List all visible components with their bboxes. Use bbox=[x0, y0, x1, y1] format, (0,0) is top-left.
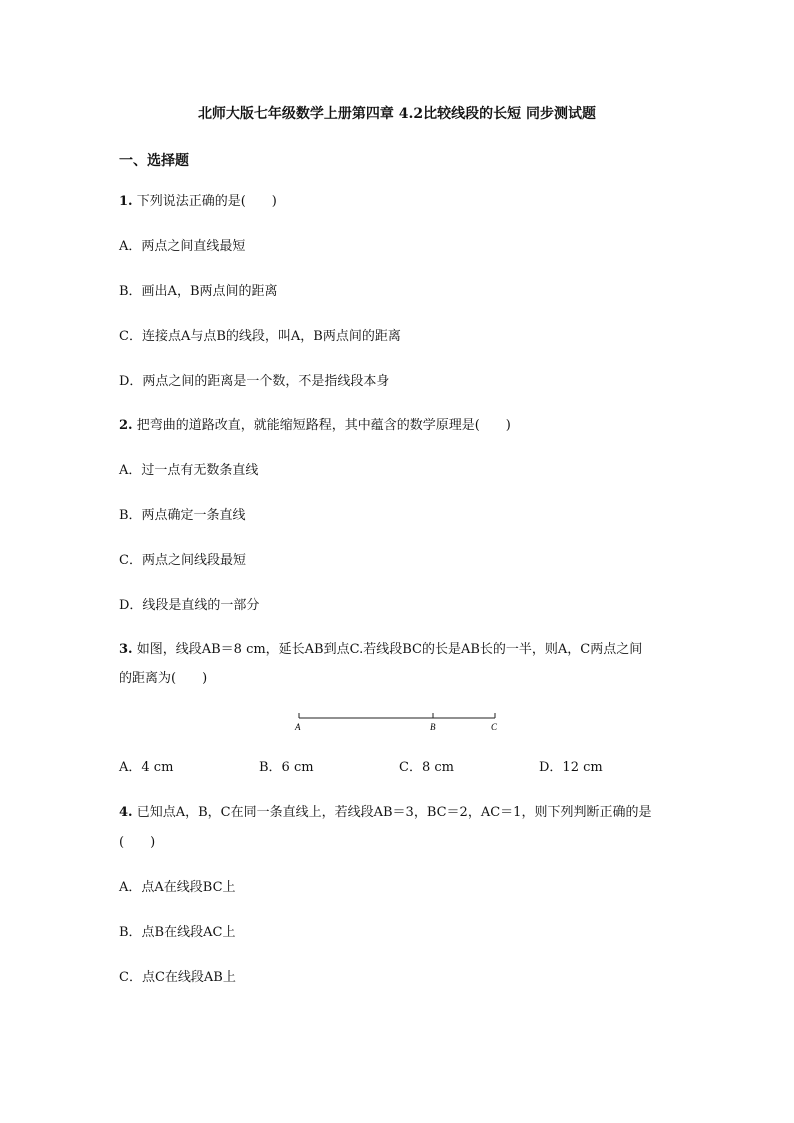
q2-option-a: A．过一点有无数条直线 bbox=[119, 463, 259, 478]
q3-option-a: A．4 cm bbox=[119, 760, 174, 775]
question-number: 1. bbox=[119, 194, 133, 209]
question-text: 如图，线段AB＝8 cm，延长AB到点C.若线段BC的长是AB长的一半，则A，C两点之间 bbox=[136, 642, 643, 657]
question-4-stem-continued: ( ) bbox=[119, 835, 156, 850]
question-number: 3. bbox=[119, 642, 133, 657]
line-segment-figure bbox=[290, 710, 510, 736]
q3-option-d: D．12 cm bbox=[539, 760, 603, 775]
section-heading: 一、选择题 bbox=[119, 153, 189, 169]
question-number: 4. bbox=[119, 805, 133, 820]
question-3-stem-continued: 的距离为( ) bbox=[119, 671, 208, 686]
q1-option-b: B．画出A，B两点间的距离 bbox=[119, 284, 278, 299]
document-title: 北师大版七年级数学上册第四章 4.2比较线段的长短 同步测试题 bbox=[197, 106, 597, 122]
label-a: A bbox=[295, 722, 301, 732]
question-4-stem bbox=[119, 805, 651, 821]
question-text: 下列说法正确的是( ) bbox=[136, 194, 277, 209]
label-c: C bbox=[491, 722, 498, 732]
question-text: 已知点A，B，C在同一条直线上，若线段AB＝3，BC＝2，AC＝1，则下列判断正确的是 bbox=[136, 805, 652, 820]
question-text: 把弯曲的道路改直，就能缩短路程，其中蕴含的数学原理是( ) bbox=[136, 418, 511, 433]
q1-option-d: D．两点之间的距离是一个数，不是指线段本身 bbox=[119, 374, 390, 389]
q4-option-b: B．点B在线段AC上 bbox=[119, 925, 236, 940]
question-1-stem bbox=[119, 194, 277, 210]
q1-option-c: C．连接点A与点B的线段，叫A，B两点间的距离 bbox=[119, 329, 401, 344]
question-2-stem bbox=[119, 418, 511, 434]
q4-option-a: A．点A在线段BC上 bbox=[119, 880, 236, 895]
q2-option-c: C．两点之间线段最短 bbox=[119, 553, 246, 568]
q4-option-c: C．点C在线段AB上 bbox=[119, 970, 236, 985]
q1-option-a: A．两点之间直线最短 bbox=[119, 239, 246, 254]
q2-option-b: B．两点确定一条直线 bbox=[119, 508, 246, 523]
label-b: B bbox=[430, 722, 436, 732]
q2-option-d: D．线段是直线的一部分 bbox=[119, 598, 260, 613]
q3-option-b: B．6 cm bbox=[259, 760, 314, 775]
q3-option-c: C．8 cm bbox=[399, 760, 454, 775]
question-number: 2. bbox=[119, 418, 133, 433]
question-3-stem bbox=[119, 642, 642, 658]
